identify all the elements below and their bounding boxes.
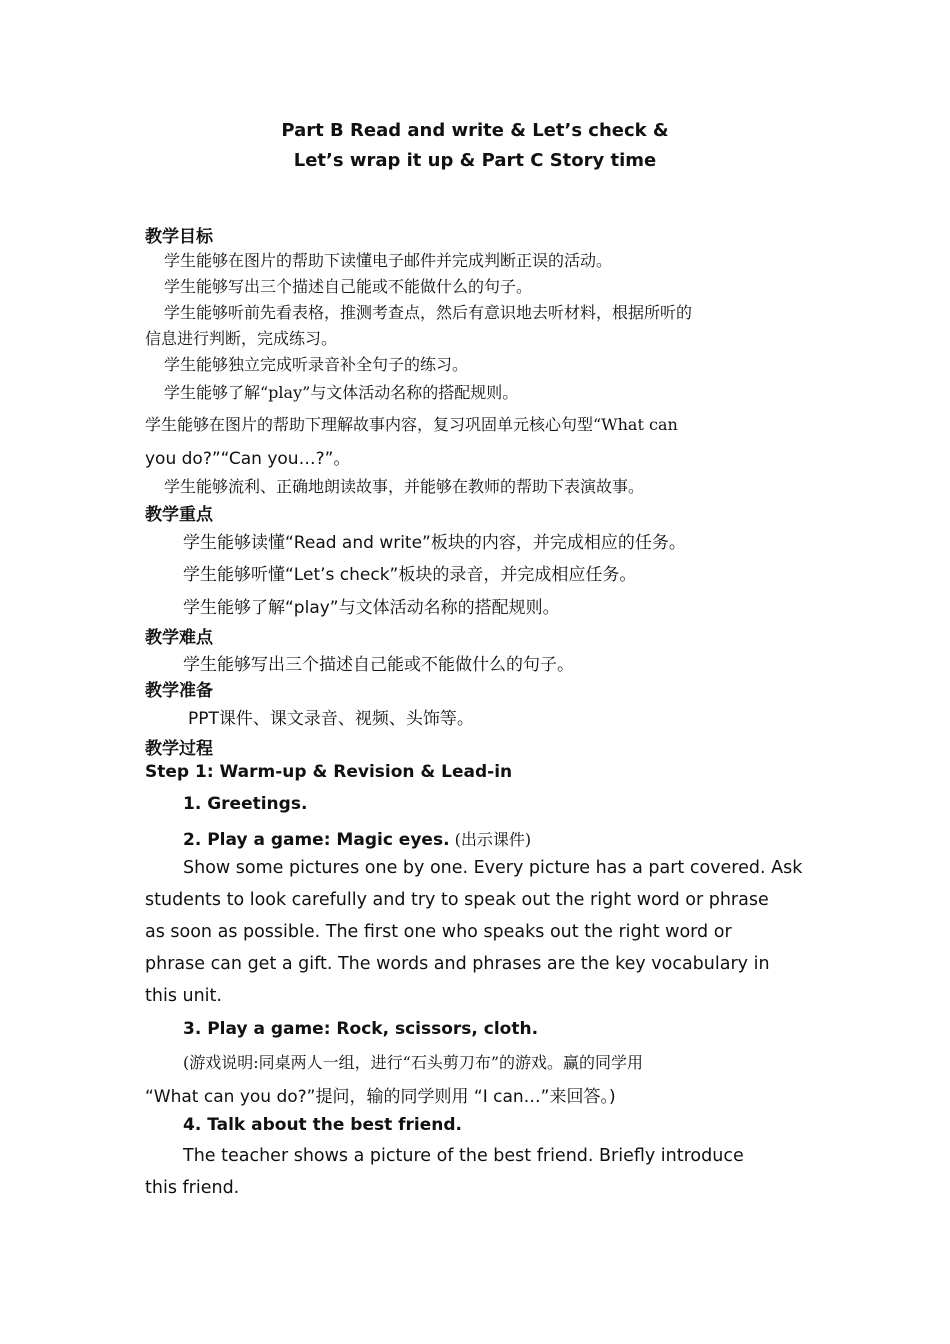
objectives-heading: 教学目标	[145, 227, 213, 247]
objective-item: 学生能够听前先看表格，推测考查点，然后有意识地去听材料，根据所听的	[164, 303, 693, 322]
activity-greetings: 1. Greetings.	[183, 794, 308, 814]
objective-item: 学生能够独立完成听录音补全句子的练习。	[164, 355, 469, 374]
process-heading: 教学过程	[145, 739, 213, 759]
activity-magic-eyes-note: (出示课件)	[454, 830, 532, 849]
title-line-1: Part B Read and write & Let’s check &	[281, 120, 669, 141]
objective-item: 学生能够在图片的帮助下理解故事内容，复习巩固单元核心句型“What can	[145, 415, 678, 434]
difficulties-heading: 教学难点	[145, 628, 213, 648]
paragraph-line: this unit.	[145, 986, 222, 1006]
objective-item: 学生能够流利、正确地朗读故事，并能够在教师的帮助下表演故事。	[164, 477, 645, 496]
activity-magic-eyes	[183, 827, 531, 850]
activity-magic-eyes-title: 2. Play a game: Magic eyes.	[183, 830, 450, 850]
difficulty-item: 学生能够写出三个描述自己能或不能做什么的句子。	[183, 655, 574, 675]
paragraph-line: this friend.	[145, 1178, 240, 1198]
activity-best-friend: 4. Talk about the best friend.	[183, 1115, 463, 1135]
objective-item: 信息进行判断，完成练习。	[145, 329, 338, 348]
preparation-item: PPT课件、课文录音、视频、头饰等。	[188, 709, 474, 729]
title-line-2: Let’s wrap it up & Part C Story time	[293, 150, 657, 171]
paragraph-line: students to look carefully and try to speak out the right word or phrase	[145, 890, 769, 910]
objective-item: 学生能够写出三个描述自己能或不能做什么的句子。	[164, 277, 533, 296]
key-point-item: 学生能够听懂“Let’s check”板块的录音，并完成相应任务。	[183, 565, 637, 585]
paragraph-line: as soon as possible. The first one who speaks out the right word or	[145, 922, 732, 942]
key-point-item: 学生能够读懂“Read and write”板块的内容，并完成相应的任务。	[183, 533, 686, 553]
paragraph-line: phrase can get a gift. The words and phrases are the key vocabulary in	[145, 954, 770, 974]
paragraph-line: Show some pictures one by one. Every picture has a part covered. Ask	[183, 858, 803, 878]
objective-item: you do?”“Can you…?”。	[145, 449, 351, 469]
key-points-heading: 教学重点	[145, 505, 213, 525]
game-instructions-line: (游戏说明:同桌两人一组，进行“石头剪刀布”的游戏。赢的同学用	[183, 1053, 643, 1072]
objective-item: 学生能够了解“play”与文体活动名称的搭配规则。	[164, 383, 519, 402]
objective-item: 学生能够在图片的帮助下读懂电子邮件并完成判断正误的活动。	[164, 251, 613, 270]
key-point-item: 学生能够了解“play”与文体活动名称的搭配规则。	[183, 598, 560, 618]
paragraph-line: The teacher shows a picture of the best friend. Briefly introduce	[183, 1146, 744, 1166]
game-instructions-line: “What can you do?”提问，输的同学则用 “I can…”来回答。)	[145, 1087, 616, 1107]
step-1-heading: Step 1: Warm-up & Revision & Lead-in	[145, 762, 513, 782]
activity-rock-scissors: 3. Play a game: Rock, scissors, cloth.	[183, 1019, 539, 1039]
preparation-heading: 教学准备	[145, 681, 213, 701]
